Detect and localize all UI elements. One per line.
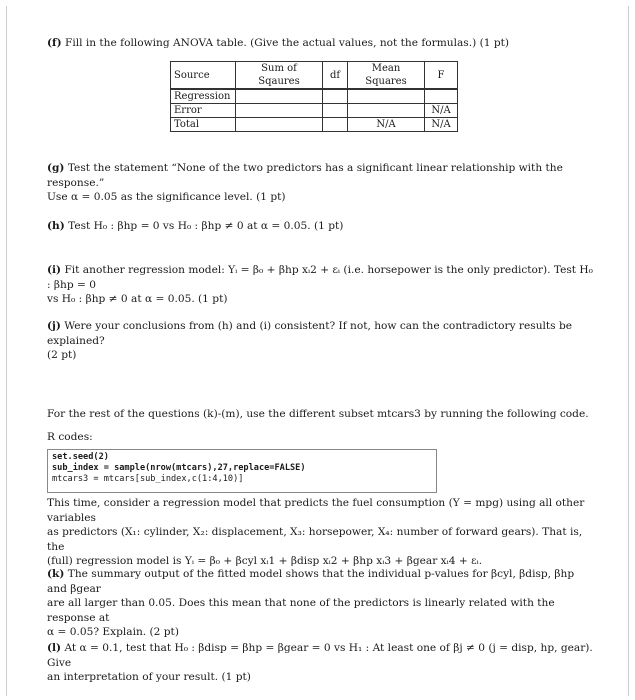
- anova-cell: N/A: [425, 118, 458, 132]
- question-h: [47, 219, 593, 234]
- anova-cell: Error: [171, 104, 236, 118]
- question-l-line2: an interpretation of your result. (1 pt): [47, 671, 251, 683]
- question-f-text: Fill in the following ANOVA table. (Give the actual values, not the formulas.) (1 pt): [64, 37, 510, 49]
- question-i-line1: Fit another regression model: Yᵢ = β₀ + βhp xᵢ2 + εᵢ (i.e. horsepower is the only predictor). Test H₀ : βhp = 0: [47, 264, 593, 291]
- anova-cell: [236, 104, 323, 118]
- anova-header-ms: Mean Squares: [348, 62, 425, 90]
- model-line1: This time, consider a regression model that predicts the fuel consumption (Y = mpg) using all other variables: [47, 497, 585, 524]
- anova-cell: [323, 118, 348, 132]
- anova-cell: [323, 104, 348, 118]
- question-l: [47, 641, 593, 685]
- question-i: [47, 263, 593, 307]
- model-line3: (full) regression model is Yᵢ = β₀ + βcyl xᵢ1 + βdisp xᵢ2 + βhp xᵢ3 + βgear xᵢ4 + εᵢ.: [47, 555, 483, 567]
- r-codes-label: [47, 430, 593, 445]
- anova-cell: [348, 104, 425, 118]
- r-codes-label-text: R codes:: [47, 431, 93, 443]
- question-i-label: (i): [47, 264, 62, 276]
- question-i-line2: vs H₀ : βhp ≠ 0 at α = 0.05. (1 pt): [47, 293, 228, 305]
- anova-cell: [236, 118, 323, 132]
- anova-table: [170, 61, 458, 132]
- model-description: [47, 496, 593, 569]
- code-line-3: mtcars3 = mtcars[sub_index,c(1:4,10)]: [52, 474, 244, 484]
- question-f-label: (f): [47, 37, 62, 49]
- anova-cell: [323, 89, 348, 104]
- anova-row-regression: [171, 89, 458, 104]
- question-l-line1: At α = 0.1, test that H₀ : βdisp = βhp = βgear = 0 vs H₁ : At least one of βj ≠ 0 (j = disp, hp, gear). Give: [47, 642, 593, 669]
- question-g: [47, 161, 593, 205]
- anova-cell: N/A: [348, 118, 425, 132]
- anova-cell: Total: [171, 118, 236, 132]
- anova-cell: [425, 89, 458, 104]
- anova-cell: N/A: [425, 104, 458, 118]
- anova-cell: [348, 89, 425, 104]
- question-h-label: (h): [47, 220, 65, 232]
- code-line-2: sub_index = sample(nrow(mtcars),27,replace=FALSE): [52, 463, 306, 473]
- question-g-line1: Test the statement “None of the two predictors has a significant linear relationship with the response.”: [47, 162, 563, 189]
- question-h-text: Test H₀ : βhp = 0 vs H₀ : βhp ≠ 0 at α = 0.05. (1 pt): [68, 220, 344, 232]
- question-j-line1: Were your conclusions from (h) and (i) consistent? If not, how can the contradictory results be explained?: [47, 320, 573, 347]
- anova-row-total: [171, 118, 458, 132]
- section-intro-text: For the rest of the questions (k)-(m), use the different subset mtcars3 by running the following code.: [47, 408, 589, 420]
- question-k-line3: α = 0.05? Explain. (2 pt): [47, 626, 179, 638]
- question-k: [47, 567, 593, 640]
- r-code-block: [47, 449, 437, 493]
- model-line2: as predictors (X₁: cylinder, X₂: displacement, X₃: horsepower, X₄: number of forward gears). That is, the: [47, 526, 583, 553]
- section-intro: [47, 407, 593, 422]
- question-l-label: (l): [47, 642, 62, 654]
- question-k-line1: The summary output of the fitted model shows that the individual p-values for βcyl, βdisp, βhp and βgear: [47, 568, 575, 595]
- question-j: [47, 319, 593, 363]
- code-line-1: set.seed(2): [52, 452, 109, 462]
- anova-header-row: [171, 62, 458, 90]
- anova-header-df: df: [323, 62, 348, 90]
- question-g-line2: Use α = 0.05 as the significance level. (1 pt): [47, 191, 286, 203]
- anova-header-ss: Sum of Sqaures: [236, 62, 323, 90]
- question-j-label: (j): [47, 320, 61, 332]
- anova-cell: Regression: [171, 89, 236, 104]
- question-j-line2: (2 pt): [47, 349, 77, 361]
- question-g-label: (g): [47, 162, 65, 174]
- anova-row-error: [171, 104, 458, 118]
- question-k-line2: are all larger than 0.05. Does this mean that none of the predictors is linearly related with the response at: [47, 597, 555, 624]
- anova-header-f: F: [425, 62, 458, 90]
- question-f: [47, 36, 593, 51]
- anova-cell: [236, 89, 323, 104]
- question-k-label: (k): [47, 568, 65, 580]
- anova-header-source: Source: [171, 62, 236, 90]
